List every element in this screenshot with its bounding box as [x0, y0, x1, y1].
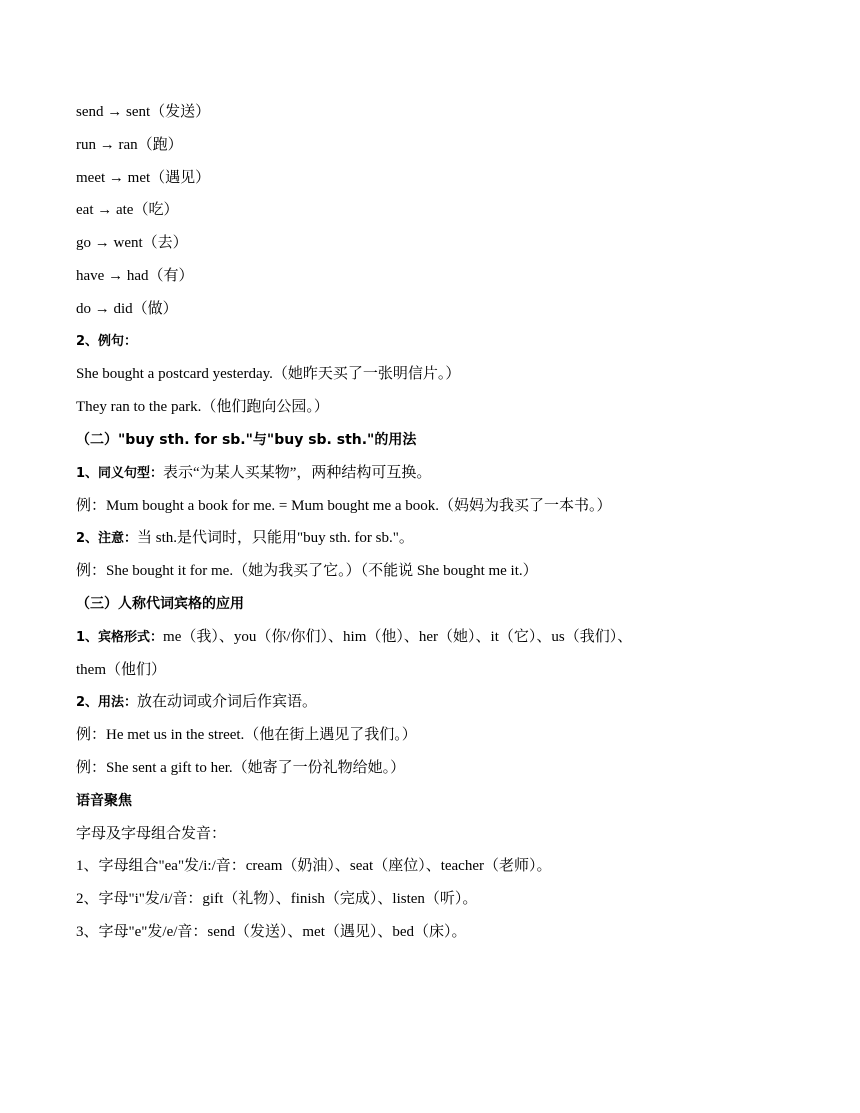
- section-3-example-1: 例：He met us in the street.（他在街上遇见了我们。）: [76, 727, 417, 744]
- vocab-line: run → ran（跑）: [76, 136, 183, 153]
- section-2-item-1: [76, 457, 776, 490]
- section-3-item-2-text: 放在动词或介词后作宾语。: [137, 694, 318, 711]
- section-3-item-1-cont: them（他们）: [76, 661, 166, 678]
- section-3-item-2: [76, 686, 776, 719]
- section-3-item-1-text: me（我）、you（你/你们）、him（他）、her（她）、it（它）、us（我们）、: [163, 628, 633, 645]
- section-3-example-2: 例：She sent a gift to her.（她寄了一份礼物给她。）: [76, 759, 406, 776]
- vocab-line: meet → met（遇见）: [76, 169, 211, 186]
- section-2-item-2-label: 2、注意：: [76, 531, 138, 547]
- vocab-line: send → sent（发送）: [76, 104, 211, 120]
- section-3-title: （三）人称代词宾格的应用: [76, 595, 244, 612]
- phonics-item: 2、字母"i"发/i/音：gift（礼物）、finish（完成）、listen（听）。: [76, 891, 478, 908]
- phonics-title: 语音聚焦: [76, 792, 132, 809]
- vocab-line: do → did（做）: [76, 300, 178, 317]
- section-3-item-1-label: 1、宾格形式：: [76, 629, 164, 645]
- phonics-intro: 字母及字母组合发音：: [76, 825, 227, 842]
- vocab-line: have → had（有）: [76, 267, 194, 284]
- section-3-item-2-label: 2、用法：: [76, 695, 138, 711]
- example-sentence: They ran to the park.（他们跑向公园。）: [76, 399, 329, 416]
- examples-label: 2、例句：: [76, 333, 138, 349]
- section-2-item-1-text: 表示“为某人买某物”，两种结构可互换。: [163, 464, 432, 481]
- example-sentence: She bought a postcard yesterday.（她昨天买了一张明信片。）: [76, 366, 461, 383]
- phonics-item: 1、字母组合"ea"发/i:/音：cream（奶油）、seat（座位）、teacher（老师）。: [76, 858, 552, 875]
- section-2-item-1-label: 1、同义句型：: [76, 465, 164, 481]
- vocab-line: go → went（去）: [76, 235, 188, 252]
- section-2-item-2: [76, 522, 776, 555]
- section-2-example-2: 例：She bought it for me.（她为我买了它。）（不能说 She bought me it.）: [76, 563, 538, 580]
- section-3-item-1: [76, 621, 776, 654]
- section-2-title: （二）"buy sth. for sb."与"buy sb. sth."的用法: [76, 431, 417, 448]
- section-2-example-1: 例：Mum bought a book for me. = Mum bought me a book.（妈妈为我买了一本书。）: [76, 497, 612, 514]
- section-2-item-2-text: 当 sth.是代词时，只能用"buy sth. for sb."。: [137, 530, 414, 547]
- document-content: [76, 96, 776, 949]
- vocab-line: eat → ate（吃）: [76, 202, 179, 219]
- phonics-item: 3、字母"e"发/e/音：send（发送）、met（遇见）、bed（床）。: [76, 923, 467, 940]
